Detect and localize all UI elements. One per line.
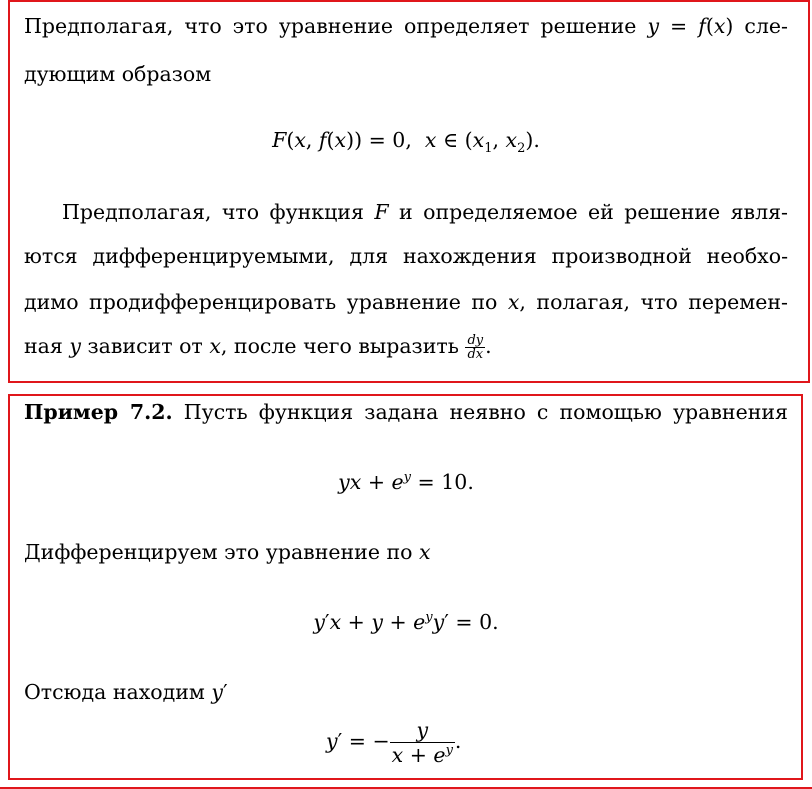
para2-text-c: димо продифференцировать уравнение по <box>24 290 498 314</box>
para2-text-a: Предполагая, что функция <box>62 200 364 224</box>
hence-line: Отсюда находим y′ <box>24 680 228 704</box>
math-F: F <box>374 200 389 224</box>
para2-text-d: ная <box>24 334 63 358</box>
equation-derivative: $y'x + y + e^yy' = 0$. <box>313 610 499 634</box>
math-y-prime: y <box>211 680 223 704</box>
para2-text-e: зависит от <box>87 334 203 358</box>
equation-implicit: yx + $e^y = 10$. <box>338 470 474 494</box>
fraction-dy-dx: $\frac{dy}{dx}$ <box>467 333 484 362</box>
example-text: Пусть функция задана неявно с помощью уравнения <box>183 400 788 424</box>
diff-line <box>24 540 431 564</box>
fraction-result: $\frac{y}{x + e^y}$ <box>391 717 453 767</box>
math-x3: x <box>419 540 431 564</box>
math-x: x, полагая, что перемен- <box>507 290 788 314</box>
equation-F: F(x, f(x)) = 0, x ∈ ($x_1$, $x_2$). <box>272 128 540 157</box>
math-y-eq-fx: y = f(x) <box>647 14 734 38</box>
para2-line4: ная y зависит от x, после чего выразить $\frac{dy}{dx}$ . <box>24 333 492 362</box>
para2-text-b: и определяемое ей решение явля- <box>399 200 788 224</box>
para2-line3 <box>24 290 788 314</box>
math-y: y <box>69 334 81 358</box>
para2-text-f: , после чего выразить <box>220 334 459 358</box>
para1-line2: дующим образом <box>24 62 212 86</box>
example-line1 <box>24 400 788 424</box>
math-x2: x <box>209 334 221 358</box>
para1-line1 <box>24 14 788 38</box>
example-label: Пример 7.2. <box>24 400 173 424</box>
para1-text: Предполагая, что это уравнение определяет решение <box>24 14 637 38</box>
equation-result: y′ = − $\frac{y}{x + e^y}$ . <box>326 717 462 767</box>
para1-text-end: сле- <box>744 14 788 38</box>
diff-text: Дифференцируем это уравнение по <box>24 540 413 564</box>
hence-text: Отсюда находим <box>24 680 205 704</box>
definition-box <box>8 0 810 383</box>
para2-line2: ются дифференцируемыми, для нахождения производной необхо- <box>24 244 788 268</box>
para2-line1 <box>62 200 788 224</box>
